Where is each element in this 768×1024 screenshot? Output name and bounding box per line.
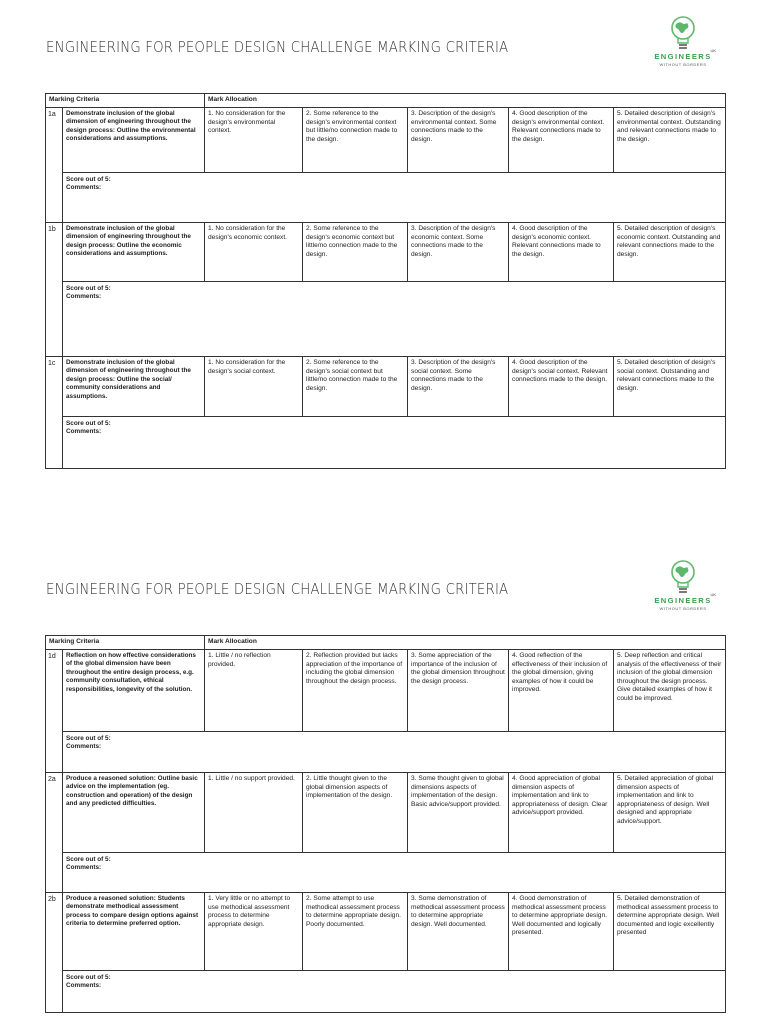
table-row [46, 223, 726, 282]
table-header-row [46, 94, 726, 108]
level-1: 1. No consideration for the design's environmental context. [205, 108, 303, 173]
level-3: 3. Some appreciation of the importance of the inclusion of the global dimension throughout the design process. [408, 650, 509, 732]
table-row [46, 773, 726, 853]
score-row [46, 971, 726, 1013]
level-1: 1. No consideration for the design's social context. [205, 357, 303, 417]
score-comments [63, 173, 726, 223]
criterion-text: Produce a reasoned solution: Students demonstrate methodical assessment process to compare design options against criteria to determine preferred option. [63, 893, 205, 971]
header-marking-criteria: Marking Criteria [46, 94, 205, 108]
level-2: 2. Some attempt to use methodical assessment process to determine appropriate design. Poorly documented. [303, 893, 408, 971]
score-comments [63, 282, 726, 357]
header-mark-allocation: Mark Allocation [205, 636, 726, 650]
marking-criteria-table [45, 93, 726, 469]
criterion-id: 1a [46, 108, 63, 223]
score-row [46, 732, 726, 773]
lightbulb-globe-icon [668, 558, 698, 596]
score-row [46, 282, 726, 357]
score-comments [63, 853, 726, 893]
level-5: 5. Detailed description of design's social context. Outstanding and relevant connections made to the design. [614, 357, 726, 417]
level-5: 5. Detailed demonstration of methodical assessment process to determine appropriate design. Well documented and logic excellently presented [614, 893, 726, 971]
logo-subtitle: WITHOUT BORDERS [659, 606, 707, 611]
table-row [46, 108, 726, 173]
logo-uk: UK [710, 592, 716, 597]
criterion-id: 1d [46, 650, 63, 773]
criterion-id: 1b [46, 223, 63, 357]
score-label: Score out of 5: Comments: [66, 285, 111, 301]
score-label: Score out of 5: Comments: [66, 974, 111, 990]
table-header-row [46, 636, 726, 650]
criterion-id: 1c [46, 357, 63, 469]
criterion-text: Demonstrate inclusion of the global dimension of engineering throughout the design process: Outline the social/ community considerations and assumptions. [63, 357, 205, 417]
logo-brand: ENGINEERS [654, 596, 712, 605]
score-row [46, 173, 726, 223]
logo-subtitle: WITHOUT BORDERS [659, 62, 707, 67]
level-4: 4. Good appreciation of global dimension aspects of implementation and link to appropriateness of design. Clear advice/support provided. [509, 773, 614, 853]
lightbulb-globe-icon [668, 14, 698, 52]
criterion-id: 2b [46, 893, 63, 1013]
score-row [46, 417, 726, 469]
page-title: ENGINEERING FOR PEOPLE DESIGN CHALLENGE MARKING CRITERIA [46, 38, 509, 56]
criterion-id: 2a [46, 773, 63, 893]
score-label: Score out of 5: Comments: [66, 176, 111, 192]
criterion-text: Produce a reasoned solution: Outline basic advice on the implementation (eg. construction and operation) of the design and any predicted difficulties. [63, 773, 205, 853]
page-title: ENGINEERING FOR PEOPLE DESIGN CHALLENGE MARKING CRITERIA [46, 580, 509, 598]
level-4: 4. Good description of the design's social context. Relevant connections made to the design. [509, 357, 614, 417]
level-5: 5. Detailed description of design's environmental context. Outstanding and relevant connections made to the design. [614, 108, 726, 173]
level-5: 5. Detailed description of design's economic context. Outstanding and relevant connections made to the design. [614, 223, 726, 282]
level-2: 2. Some reference to the design's environmental context but little/no connection made to the design. [303, 108, 408, 173]
score-label: Score out of 5: Comments: [66, 735, 111, 751]
criterion-text: Demonstrate inclusion of the global dimension of engineering throughout the design process: Outline the environmental considerations and assumptions. [63, 108, 205, 173]
criterion-text: Reflection on how effective considerations of the global dimension have been throughout the entire design process, e.g. community consultation, ethical responsibilities, longevity of the solution. [63, 650, 205, 732]
marking-criteria-table [45, 635, 726, 1013]
header-marking-criteria: Marking Criteria [46, 636, 205, 650]
level-2: 2. Some reference to the design's economic context but little/no connection made to the design. [303, 223, 408, 282]
level-2: 2. Little thought given to the global dimension aspects of implementation of the design. [303, 773, 408, 853]
level-2: 2. Some reference to the design's social context but little/no connection made to the design. [303, 357, 408, 417]
level-2: 2. Reflection provided but lacks appreciation of the importance of including the global dimension throughout the design process. [303, 650, 408, 732]
level-4: 4. Good reflection of the effectiveness of their inclusion of the global dimension, giving examples of how it could be improved. [509, 650, 614, 732]
level-5: 5. Deep reflection and critical analysis of the effectiveness of their inclusion of the global dimension throughout the design process. Give detailed examples of how it could be improved. [614, 650, 726, 732]
table-row [46, 893, 726, 971]
table-row [46, 650, 726, 732]
score-comments [63, 971, 726, 1013]
logo-brand: ENGINEERS [654, 52, 712, 61]
criterion-text: Demonstrate inclusion of the global dimension of engineering throughout the design process: Outline the economic considerations and assumptions. [63, 223, 205, 282]
level-3: 3. Description of the design's environmental context. Some connections made to the design. [408, 108, 509, 173]
level-3: 3. Some demonstration of methodical assessment process to determine appropriate design. Well documented. [408, 893, 509, 971]
level-1: 1. Little / no reflection provided. [205, 650, 303, 732]
score-label: Score out of 5: Comments: [66, 420, 111, 436]
level-3: 3. Some thought given to global dimensions aspects of implementation of the design. Basic advice/support provided. [408, 773, 509, 853]
level-1: 1. Little / no support provided. [205, 773, 303, 853]
header-mark-allocation: Mark Allocation [205, 94, 726, 108]
score-comments [63, 417, 726, 469]
score-row [46, 853, 726, 893]
level-4: 4. Good description of the design's economic context. Relevant connections made to the design. [509, 223, 614, 282]
score-label: Score out of 5: Comments: [66, 856, 111, 872]
level-5: 5. Detailed appreciation of global dimension aspects of implementation and link to appropriateness of design. Well designed and appropriate advice/support. [614, 773, 726, 853]
level-4: 4. Good description of the design's environmental context. Relevant connections made to the design. [509, 108, 614, 173]
level-1: 1. No consideration for the design's economic context. [205, 223, 303, 282]
level-1: 1. Very little or no attempt to use methodical assessment process to determine appropriate design. [205, 893, 303, 971]
ewb-logo [648, 558, 718, 611]
table-row [46, 357, 726, 417]
ewb-logo [648, 14, 718, 67]
logo-uk: UK [710, 48, 716, 53]
level-3: 3. Description of the design's economic context. Some connections made to the design. [408, 223, 509, 282]
score-comments [63, 732, 726, 773]
level-3: 3. Description of the design's social context. Some connections made to the design. [408, 357, 509, 417]
level-4: 4. Good demonstration of methodical assessment process to determine appropriate design. Well documented and logically presented. [509, 893, 614, 971]
